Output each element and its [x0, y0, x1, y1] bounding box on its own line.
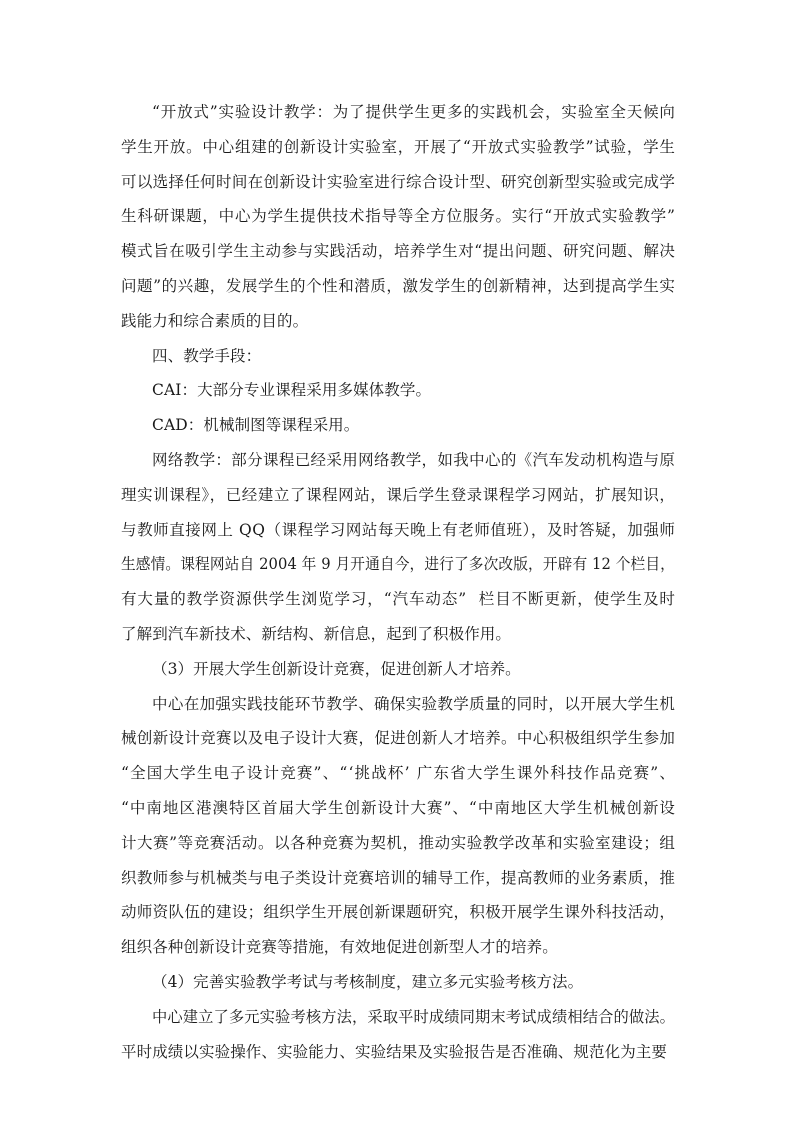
- paragraph-line: 理实训课程》，已经建立了课程网站，课后学生登录课程学习网站，扩展知识，: [121, 485, 676, 504]
- paragraph-line: 问题”的兴趣，发展学生的个性和潜质，激发学生的创新精神，达到提高学生实: [121, 277, 676, 295]
- paragraph-line: 可以选择任何时间在创新设计实验室进行综合设计型、研究创新型实验或完成学: [121, 172, 676, 191]
- paragraph-first-line: CAI：大部分专业课程采用多媒体教学。: [152, 381, 432, 400]
- paragraph-line: 动师资队伍的建设；组织学生开展创新课题研究，积极开展学生课外科技活动，: [121, 903, 676, 922]
- paragraph-first-line: CAD：机械制图等课程采用。: [152, 416, 360, 435]
- paragraph-line: 组织各种创新设计竞赛等措施，有效地促进创新型人才的培养。: [121, 938, 558, 957]
- paragraph-line: 平时成绩以实验操作、实验能力、实验结果及实验报告是否准确、规范化为主要: [121, 1042, 668, 1061]
- paragraph-line: “全国大学生电子设计竞赛”、“‘挑战杯’ 广东省大学生课外科技作品竞赛”、: [121, 764, 677, 783]
- paragraph-first-line: “开放式”实验设计教学：为了提供学生更多的实践机会，实验室全天候向: [152, 103, 676, 121]
- paragraph-line: 与教师直接网上 QQ（课程学习网站每天晚上有老师值班），及时答疑，加强师: [121, 520, 676, 539]
- paragraph-line: 生科研课题，中心为学生提供技术指导等全方位服务。实行“开放式实验教学”: [121, 207, 676, 226]
- paragraph-line: 模式旨在吸引学生主动参与实践活动，培养学生对“提出问题、研究问题、解决: [121, 242, 676, 261]
- paragraph-line: 械创新设计竞赛以及电子设计大赛，促进创新人才培养。中心积极组织学生参加: [121, 729, 676, 748]
- paragraph-line: 有大量的教学资源供学生浏览学习，“汽车动态” 栏目不断更新，使学生及时: [121, 590, 676, 609]
- paragraph-first-line: 中心在加强实践技能环节教学、确保实验教学质量的同时，以开展大学生机: [152, 694, 676, 713]
- paragraph-first-line: 网络教学：部分课程已经采用网络教学，如我中心的《汽车发动机构造与原: [152, 451, 676, 469]
- paragraph-line: 了解到汽车新技术、新结构、新信息，起到了积极作用。: [121, 625, 512, 643]
- paragraph-line: 学生开放。中心组建的创新设计实验室，开展了“开放式实验教学”试验，学生: [121, 137, 676, 156]
- paragraph-first-line: （4）完善实验教学考试与考核制度，建立多元实验考核方法。: [152, 973, 584, 991]
- paragraph-first-line: （3）开展大学生创新设计竞赛，促进创新人才培养。: [152, 659, 521, 678]
- paragraph-line: “中南地区港澳特区首届大学生创新设计大赛”、“中南地区大学生机械创新设: [121, 799, 676, 817]
- paragraph-first-line: 中心建立了多元实验考核方法，采取平时成绩同期末考试成绩相结合的做法。: [152, 1007, 675, 1026]
- paragraph-first-line: 四、教学手段：: [152, 346, 262, 365]
- paragraph-line: 践能力和综合素质的目的。: [121, 311, 309, 330]
- paragraph-line: 计大赛”等竞赛活动。以各种竞赛为契机，推动实验教学改革和实验室建设；组: [121, 833, 676, 852]
- paragraph-line: 生感情。课程网站自 2004 年 9 月开通自今，进行了多次改版，开辟有 12 个栏目，: [121, 555, 675, 574]
- paragraph-line: 织教师参与机械类与电子类设计竞赛培训的辅导工作，提高教师的业务素质，推: [121, 868, 676, 887]
